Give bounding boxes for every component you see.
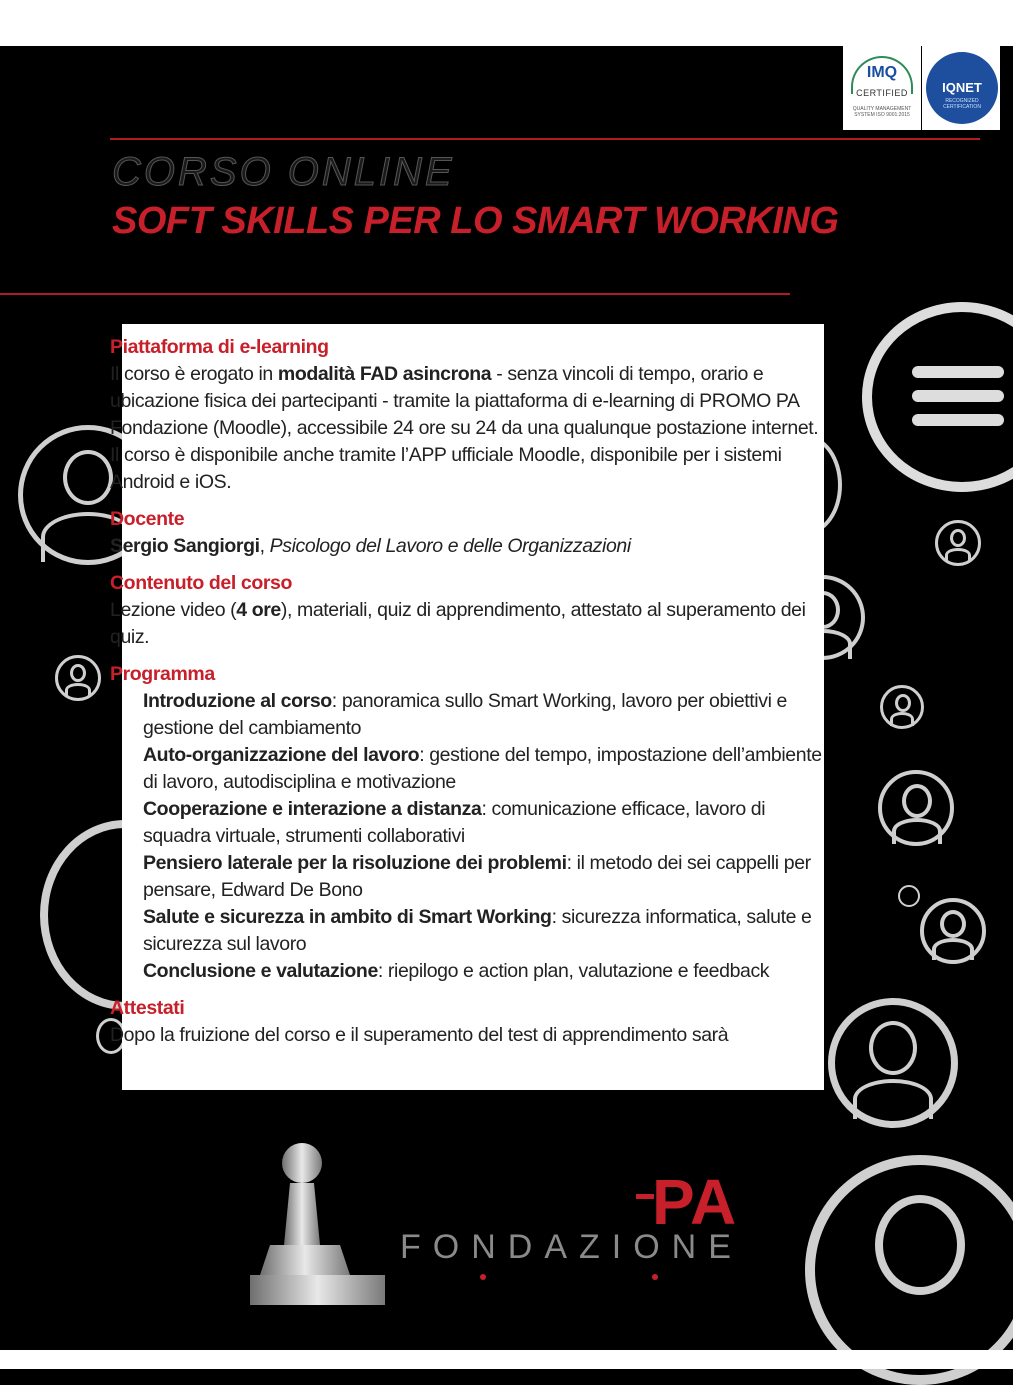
person-icon	[935, 520, 981, 566]
program-item-title: Salute e sicurezza in ambito di Smart Working	[143, 906, 552, 928]
imq-certification-badge	[843, 46, 921, 130]
content-text-bold: 4 ore	[236, 599, 281, 621]
platform-text-a: Il corso è erogato in	[110, 363, 278, 385]
imq-label: CERTIFIED	[856, 88, 908, 98]
iqnet-name: IQNET	[942, 80, 982, 95]
platform-text	[110, 361, 824, 496]
top-white-band	[0, 0, 1013, 46]
course-details	[110, 334, 824, 1090]
imq-small-text: QUALITY MANAGEMENT SYSTEM ISO 9001:2015	[852, 106, 912, 118]
program-item-title: Auto-organizzazione del lavoro	[143, 744, 420, 766]
program-item-title: Introduzione al corso	[143, 690, 332, 712]
person-icon	[55, 655, 101, 701]
bottom-white-band	[0, 1350, 1013, 1369]
certificates-heading: Attestati	[110, 997, 185, 1019]
teacher-text	[110, 533, 824, 560]
content-text-a: Lezione video (	[110, 599, 237, 621]
imq-name: IMQ	[866, 64, 898, 81]
iqnet-certification-badge	[922, 46, 1000, 130]
header-rule-bottom	[0, 293, 790, 295]
program-item	[110, 850, 824, 904]
logo-dot	[652, 1274, 658, 1280]
content-text-c: ), materiali, quiz di apprendimento, attestato al superamento dei quiz.	[110, 599, 806, 648]
platform-text-bold: modalità FAD asincrona	[277, 363, 492, 385]
teacher-name: Sergio Sangiorgi	[110, 535, 260, 557]
logo-pa: PA	[652, 1166, 737, 1238]
platform-heading: Piattaforma di e-learning	[110, 336, 329, 358]
teacher-role: Psicologo del Lavoro e delle Organizzazioni	[269, 535, 631, 557]
menu-line	[912, 390, 1004, 402]
person-icon	[828, 998, 958, 1128]
logo-dot	[480, 1274, 486, 1280]
program-item-desc: : comunicazione efficace, lavoro di squadra virtuale, strumenti collaborativi	[143, 798, 766, 847]
header-rule-top	[110, 138, 980, 140]
logo-fondazione: FONDAZIONE	[400, 1228, 743, 1266]
program-item-title: Pensiero laterale per la risoluzione dei problemi	[143, 852, 567, 874]
course-name-title: SOFT SKILLS PER LO SMART WORKING	[112, 200, 839, 242]
content-text	[110, 597, 824, 651]
person-icon	[920, 898, 986, 964]
chess-pawn-icon	[250, 1135, 385, 1305]
iqnet-small-text: RECOGNIZED CERTIFICATION	[943, 98, 981, 110]
program-item	[110, 796, 824, 850]
menu-line	[912, 366, 1004, 378]
program-item-desc: : panoramica sullo Smart Working, lavoro per obiettivi e gestione del cambiamento	[143, 690, 787, 739]
teacher-heading: Docente	[110, 508, 185, 530]
program-item-desc: : sicurezza informatica, salute e sicurezza sul lavoro	[143, 906, 812, 955]
program-item	[110, 688, 824, 742]
teacher-sep: ,	[259, 535, 270, 557]
program-item-desc: : il metodo dei sei cappelli per pensare, Edward De Bono	[143, 852, 811, 901]
person-icon	[880, 685, 924, 729]
person-icon	[878, 770, 954, 846]
program-item-title: Cooperazione e interazione a distanza	[143, 798, 482, 820]
menu-line	[912, 414, 1004, 426]
program-item-title: Conclusione e valutazione	[143, 960, 378, 982]
program-heading: Programma	[110, 663, 215, 685]
certificates-text: Dopo la fruizione del corso e il superamento del test di apprendimento sarà	[110, 1024, 729, 1046]
content-heading: Contenuto del corso	[110, 572, 292, 594]
program-item	[110, 958, 824, 985]
program-item-desc: : gestione del tempo, impostazione dell’ambiente di lavoro, autodisciplina e motivazione	[143, 744, 822, 793]
program-item	[110, 904, 824, 958]
program-item	[110, 742, 824, 796]
program-item-desc: : riepilogo e action plan, valutazione e feedback	[377, 960, 770, 982]
program-list	[110, 688, 824, 985]
course-type-title: CORSO ONLINE	[112, 150, 455, 194]
platform-text-c: - senza vincoli di tempo, orario e ubicazione fisica dei partecipanti - tramite la piattaforma di e-learning di PROMO PA Fondazione (Moodle), accessibile 24 ore su 24 da una qualunque postazione internet. Il corso è disponibile anche tramite l’APP ufficiale Moodle, disponibile per i sistemi Android e iOS.	[110, 363, 819, 493]
person-icon	[898, 885, 920, 907]
